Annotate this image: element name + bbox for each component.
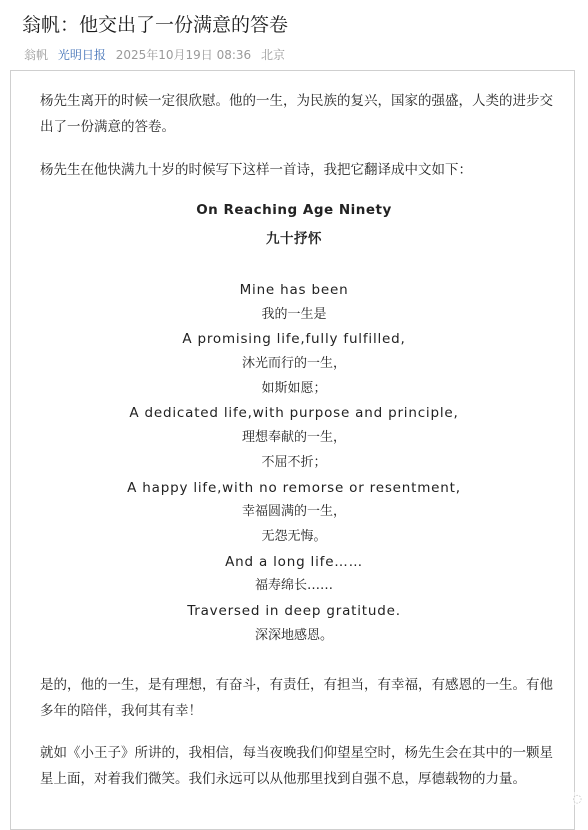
poem-title-zh: 九十抒怀 [266, 231, 322, 247]
article-title: 翁帆：他交出了一份满意的答卷 [22, 14, 289, 36]
poem-line: 不屈不折； [261, 454, 327, 470]
publish-location: 北京 [261, 48, 286, 62]
poem-line: 幸福圆满的一生， [241, 504, 346, 520]
source-link[interactable]: 光明日报 [57, 48, 106, 62]
poem-line: 理想奉献的一生， [241, 430, 346, 446]
author-name[interactable]: 翁帆 [24, 48, 49, 62]
poem-line: 深深地感恩。 [254, 627, 333, 643]
poem-line: Traversed in deep gratitude. [187, 602, 401, 619]
poem-line: A promising life,fully fulfilled, [182, 331, 406, 348]
article-meta [24, 46, 291, 63]
reflection-paragraph: 是的，他的一生，是有理想，有奋斗，有责任，有担当，有幸福，有感恩的一生。有他多年的陪伴，我何其有幸！ [40, 677, 553, 719]
poem-body [0, 278, 588, 648]
poem-intro-paragraph: 杨先生在他快满九十岁的时候写下这样一首诗，我把它翻译成中文如下： [40, 162, 472, 178]
poem-title-en: On Reaching Age Ninety [196, 202, 392, 218]
poem-line: 如斯如愿； [261, 380, 327, 396]
publish-date: 2025年10月19日 08:36 [115, 48, 252, 62]
poem-line: 福寿绵长…… [254, 578, 333, 594]
watermark: ◌ [572, 792, 582, 805]
poem-line: A dedicated life,with purpose and principle, [129, 405, 459, 422]
poem-line: 我的一生是 [261, 306, 327, 322]
poem-line: 无怨无悔。 [261, 528, 327, 544]
poem-line: Mine has been [239, 282, 349, 298]
closing-paragraph: 就如《小王子》所讲的，我相信，每当夜晚我们仰望星空时，杨先生会在其中的一颗星星上面，对着我们微笑。我们永远可以从他那里找到自强不息，厚德载物的力量。 [40, 745, 553, 787]
poem-line: And a long life…… [225, 553, 363, 570]
intro-paragraph: 杨先生离开的时候一定很欣慰。他的一生，为民族的复兴，国家的强盛，人类的进步交出了一份满意的答卷。 [40, 93, 553, 135]
poem-line: A happy life,with no remorse or resentment, [127, 479, 461, 496]
poem-line: 沐光而行的一生， [241, 356, 346, 372]
